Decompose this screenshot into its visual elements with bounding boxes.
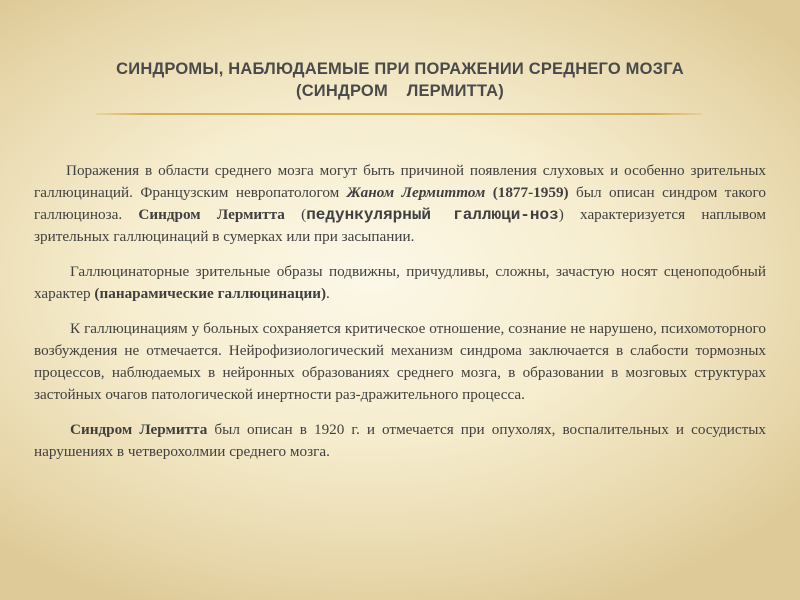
paragraph-1-text-5: ) характеризуется наплывом зрительных галлюцинаций в сумерках или при засыпании. xyxy=(34,206,766,245)
paragraph-2 xyxy=(34,261,766,305)
title-underline xyxy=(96,113,702,115)
peduncular-hallucinosis: педункулярный галлюци-ноз xyxy=(306,206,559,224)
paragraph-1-text-4: ( xyxy=(284,206,307,223)
author-name: Жаном Лермиттом xyxy=(346,184,486,201)
paragraph-1 xyxy=(34,160,766,248)
paragraph-2-text-2: . xyxy=(326,285,330,302)
paragraph-1-text-2 xyxy=(485,184,492,201)
paragraph-1-text-1: Поражения в области среднего мозга могут быть причиной появления слуховых и особенно зрительных галлюцинаций. Французским невропатологом xyxy=(34,162,766,201)
syndrome-name-2: Синдром Лермитта xyxy=(70,421,208,438)
paragraph-3-text-1: К галлюцинациям у больных сохраняется критическое отношение, сознание не нарушено, психомоторного возбуждения не отмечается. Нейрофизиологический механизм синдрома заключается в слабости тормозных процессов, наблюдаемых в нейронных образованиях среднего мозга, в образовании в мозговых структурах застойных очагов патологической инертности раз-дражительного процесса. xyxy=(34,320,766,403)
paragraph-4 xyxy=(34,419,766,463)
paragraph-2-text-1: Галлюцинаторные зрительные образы подвижны, причудливы, сложны, зачастую носят сценоподобный характер xyxy=(34,263,766,302)
title-line-2: (СИНДРОМ ЛЕРМИТТА) xyxy=(296,82,504,100)
paragraph-4-text-1: был описан в 1920 г. и отмечается при опухолях, воспалительных и сосудистых нарушениях в четверохолмии среднего мозга. xyxy=(34,421,767,460)
panoramic-hallucinations: (панарамические галлюцинации) xyxy=(94,285,327,302)
slide-title xyxy=(40,58,760,102)
slide-body xyxy=(34,160,766,476)
paragraph-3 xyxy=(34,318,766,406)
syndrome-name: Синдром Лермитта xyxy=(138,206,285,223)
title-line-1: СИНДРОМЫ, НАБЛЮДАЕМЫЕ ПРИ ПОРАЖЕНИИ СРЕДНЕГО МОЗГА xyxy=(116,60,684,78)
author-years: (1877-1959) xyxy=(492,184,569,201)
paragraph-1-text-3: был описан синдром такого галлюциноза. xyxy=(34,184,766,223)
